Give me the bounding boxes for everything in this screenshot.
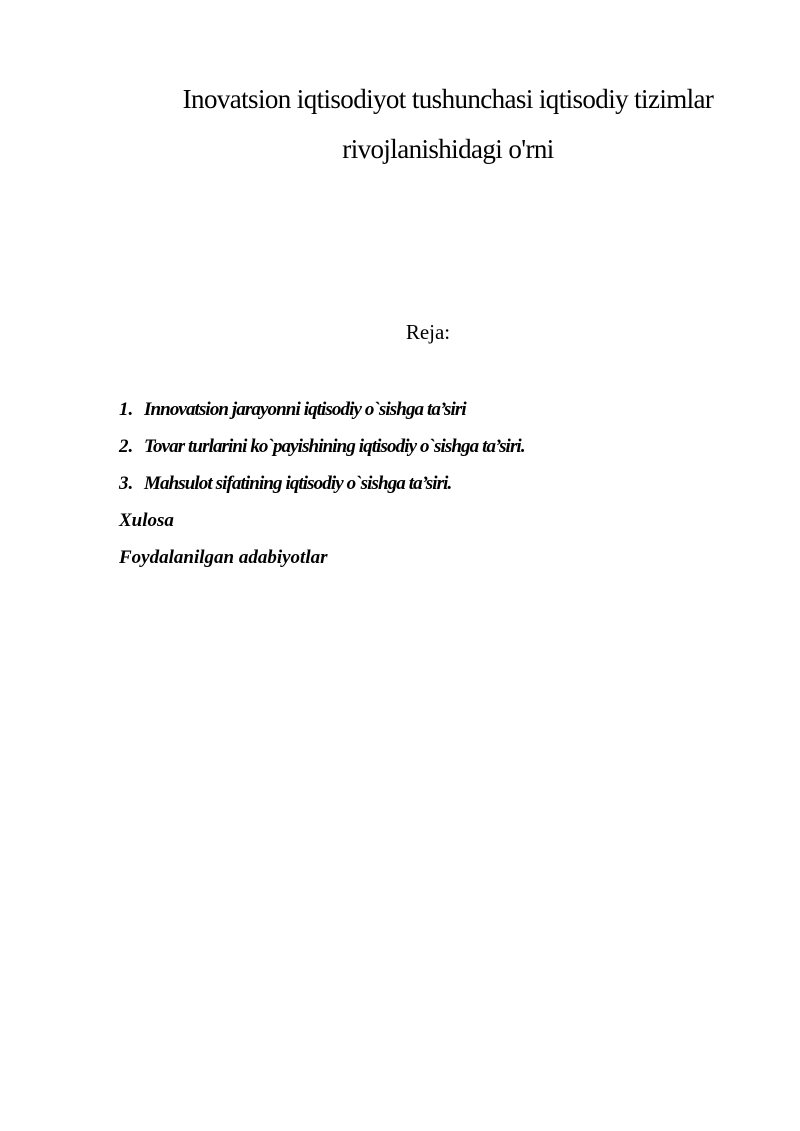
outline-item-3 bbox=[119, 465, 759, 502]
outline-item-text: Tovar turlarini ko`payishining iqtisodiy o`sishga ta’siri. bbox=[144, 436, 525, 457]
plan-heading: Reja: bbox=[405, 320, 451, 344]
outline-item-1 bbox=[119, 391, 759, 428]
outline-item-number: 2. bbox=[119, 436, 134, 457]
outline-item-text: Mahsulot sifatining iqtisodiy o`sishga ta’siri. bbox=[144, 473, 452, 494]
document-title bbox=[100, 74, 796, 174]
plan-outline bbox=[119, 391, 759, 576]
title-line-2: rivojlanishidagi o'rni bbox=[342, 134, 554, 164]
outline-item-text: Innovatsion jarayonni iqtisodiy o`sishga ta’siri bbox=[144, 399, 466, 420]
outline-item-number: 1. bbox=[119, 399, 134, 420]
title-line-1: Inovatsion iqtisodiyot tushunchasi iqtisodiy tizimlar bbox=[182, 84, 714, 114]
outline-item-references: Foydalanilgan adabiyotlar bbox=[119, 547, 328, 568]
outline-item-conclusion: Xulosa bbox=[119, 510, 174, 531]
outline-item-2 bbox=[119, 428, 759, 465]
outline-item-number: 3. bbox=[119, 473, 134, 494]
